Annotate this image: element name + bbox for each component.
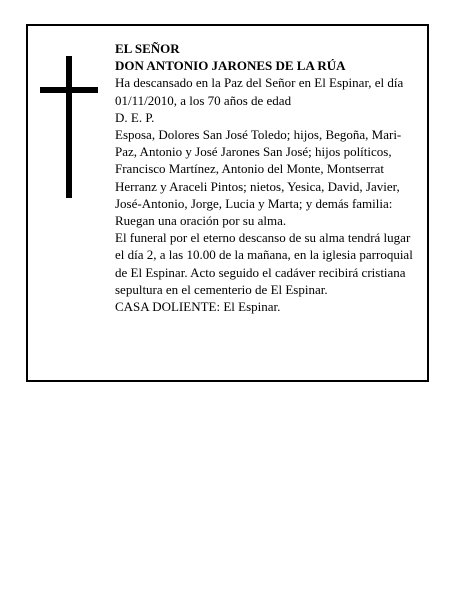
cross-icon (40, 56, 98, 198)
family-list: Esposa, Dolores San José Toledo; hijos, Begoña, Mari-Paz, Antonio y José Jarones San José; hijos políticos, Francisco Martínez, Antonio del Monte, Montserrat Herranz y Araceli Pintos; nietos, Yesica, David, Javier, José-Antonio, Jorge, Lucia y Marta; y demás familia: (115, 127, 402, 211)
notice-text (115, 40, 421, 315)
funeral-details: El funeral por el eterno descanso de su alma tendrá lugar el día 2, a las 10.00 de la mañana, en la iglesia parroquial de El Espinar. Acto seguido el cadáver recibirá cristiana sepultura en el cementerio de El Espinar. (115, 230, 413, 297)
cross-horizontal-bar (40, 87, 98, 93)
prayer-request: Ruegan una oración por su alma. (115, 213, 287, 229)
cross-vertical-bar (66, 56, 72, 198)
notice-title: EL SEÑOR (115, 41, 180, 56)
death-statement: Ha descansado en la Paz del Señor en El Espinar, el día 01/11/2010, a los 70 años de edad (115, 75, 404, 108)
deceased-name: DON ANTONIO JARONES DE LA RÚA (115, 58, 346, 74)
dep-text: D. E. P. (115, 109, 155, 125)
mourning-home: CASA DOLIENTE: El Espinar. (115, 299, 281, 315)
obituary-notice (26, 24, 429, 382)
